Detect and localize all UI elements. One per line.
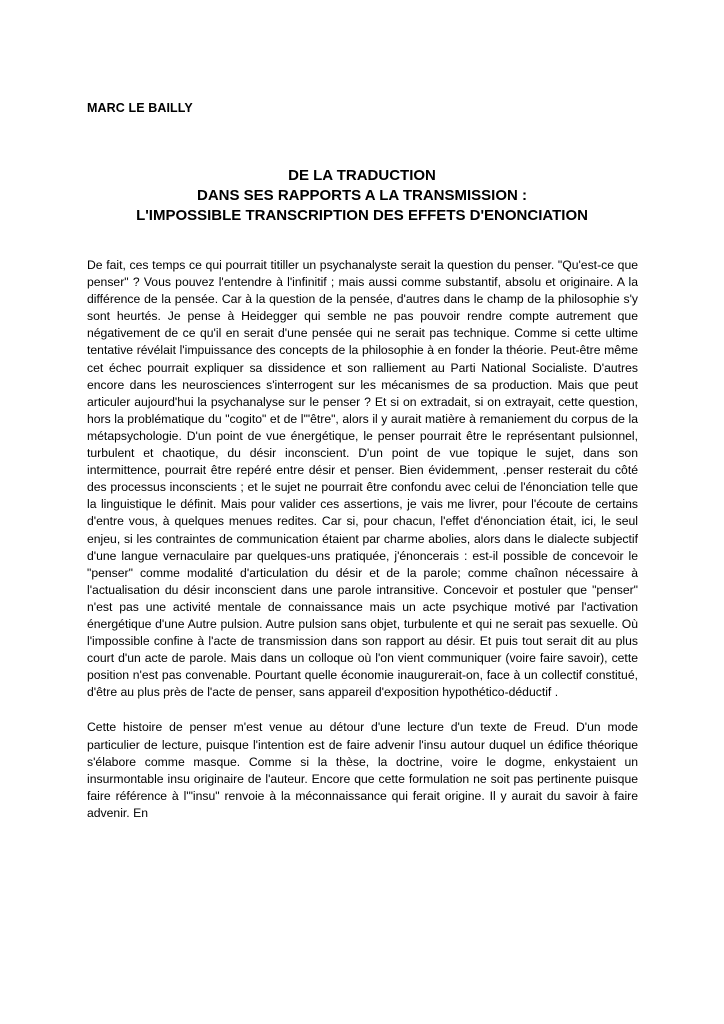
paragraph-1: De fait, ces temps ce qui pourrait titiller un psychanalyste serait la question du penser. "Qu'est-ce que penser" ? Vous pouvez l'entendre à l'infinitif ; mais aussi comme substantif, absolu et originaire. A la différence de la pensée. Car à la question de la pensée, d'autres dans le champ de la philosophie s'y sont heurtés. Je pense à Heidegger qui semble ne pas pouvoir rendre compte autrement que négativement de ce qu'il en serait d'une pensée qui ne serait pas technique. Comme si cette ultime tentative révélait l'impuissance des concepts de la philosophie à en fonder la théorie. Peut-être même cet échec pourrait expliquer sa dissidence et son ralliement au Parti National Socialiste. D'autres encore dans les neurosciences s'interrogent sur les mécanismes de sa production. Mais que peut articuler aujourd'hui la psychanalyse sur le penser ? Et si on extradait, si on extrayait, cette question, hors la problématique du "cogito" et de l'"être", alors il y aurait matière à remaniement du corpus de la métapsychologie. D'un point de vue énergétique, le penser pourrait être le représentant pulsionnel, turbulent et chaotique, du désir inconscient. D'un point de vue topique le sujet, dans son intermittence, pourrait être repéré entre désir et penser. Bien évidemment, .penser resterait du côté des processus inconscients ; et le sujet ne pourrait être confondu avec celui de l'énonciation telle que la linguistique le définit. Mais pour valider ces assertions, je vais me livrer, pour l'écoute de certains d'entre vous, à quelques menues redites. Car si, pour chacun, l'effet d'énonciation était, ici, le seul enjeu, si les contraintes de communication étaient par charme abolies, alors dans le dialecte subjectif d'une langue vernaculaire par quelques-uns pratiquée, j'énoncerais : est-il possible de concevoir le "penser" comme modalité d'articulation du désir et de la parole; comme chaînon nécessaire à l'actualisation du désir inconscient dans une parole intransitive. Concevoir et postuler que "penser" n'est pas une activité mentale de connaissance mais un acte psychique motivé par l'activation énergétique d'une Autre pulsion. Autre pulsion sans objet, turbulente et qui ne serait pas sexuelle. Où l'impossible confine à l'acte de transmission dans son rapport au désir. Et puis tout serait dit au plus court d'un acte de parole. Mais dans un colloque où l'on vient communiquer (voire faire savoir), cette position n'est pas convenable. Pourtant quelle économie inaugurerait-on, face à un collectif constitué, d'être au plus près de l'acte de penser, sans appareil d'exposition hypothético-déductif . [87, 258, 638, 700]
title-line-3: L'IMPOSSIBLE TRANSCRIPTION DES EFFETS D'ENONCIATION [136, 207, 588, 224]
title-line-2: DANS SES RAPPORTS A LA TRANSMISSION : [196, 187, 528, 204]
document-title [87, 166, 637, 226]
author-name: MARC LE BAILLY [87, 101, 193, 115]
title-line-1: DE LA TRADUCTION [288, 167, 436, 184]
body-text [87, 257, 638, 822]
paragraph-2: Cette histoire de penser m'est venue au détour d'une lecture d'un texte de Freud. D'un mode particulier de lecture, puisque l'intention est de faire advenir l'insu autour duquel un édifice théorique s'élabore comme masque. Comme si la thèse, la doctrine, voire le dogme, enkystaient un insurmontable insu originaire de l'auteur. Encore que cette formulation ne soit pas pertinente puisque faire référence à l'"insu" renvoie à la méconnaissance qui ferait origine. Il y aurait du savoir à faire advenir. En [87, 720, 638, 820]
